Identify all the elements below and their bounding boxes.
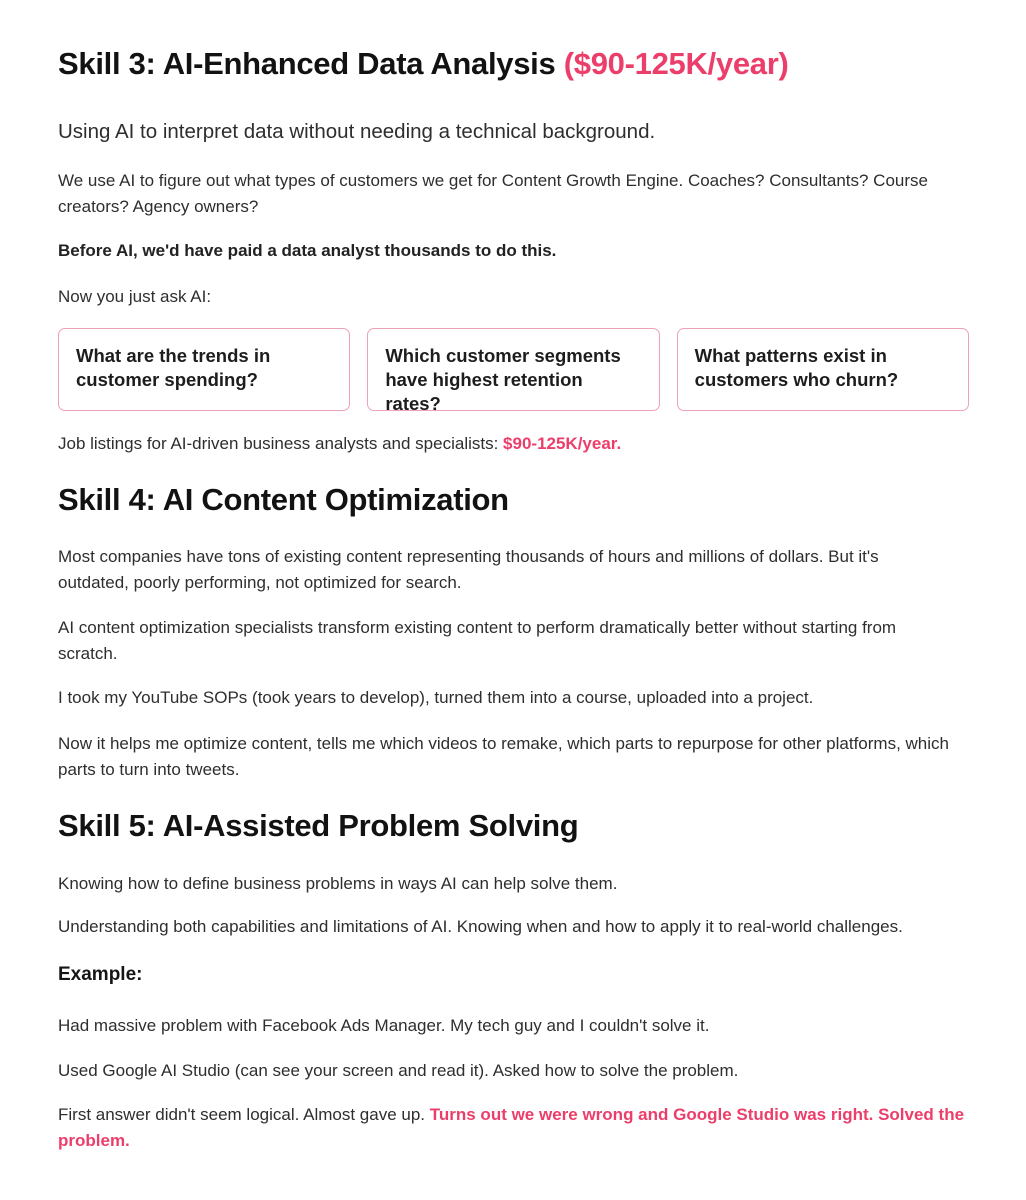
skill5-paragraph-4: Used Google AI Studio (can see your screen and read it). Asked how to solve the problem. (58, 1061, 739, 1080)
skill3-jobs-text: Job listings for AI-driven business analysts and specialists: (58, 434, 504, 453)
skill4-paragraph-1: Most companies have tons of existing content representing thousands of hours and millions of dollars. But it's outdated, poorly performing, not optimized for search. (58, 547, 879, 592)
skill3-paragraph-1: We use AI to figure out what types of customers we get for Content Growth Engine. Coaches? Consultants? Course creators? Agency owners? (58, 171, 928, 216)
skill3-salary: ($90-125K/year) (563, 46, 789, 81)
skill5-paragraph-5-plain: First answer didn't seem logical. Almost gave up. (58, 1105, 430, 1124)
skill5-paragraph-1: Knowing how to define business problems in ways AI can help solve them. (58, 874, 618, 893)
skill3-bold-note (58, 238, 556, 264)
prompt-card-churn: What patterns exist in customers who churn? (677, 328, 969, 411)
skill5-paragraph-3: Had massive problem with Facebook Ads Manager. My tech guy and I couldn't solve it. (58, 1016, 710, 1035)
skill3-heading (58, 44, 788, 84)
skill5-paragraph-5 (58, 1102, 968, 1154)
prompt-cards (58, 328, 969, 414)
skill3-bold-text: Before AI, we'd have paid a data analyst thousands to do this. (58, 241, 557, 260)
prompt-card-retention: Which customer segments have highest retention rates? (367, 328, 659, 411)
skill4-heading: Skill 4: AI Content Optimization (58, 482, 509, 517)
skill3-jobs-salary: $90-125K/year. (503, 434, 622, 453)
skill3-prompt-intro: Now you just ask AI: (58, 287, 212, 306)
skill5-paragraph-5-accent: Turns out we were wrong and Google Studio was right. Solved the problem. (58, 1105, 965, 1150)
skill5-paragraph-2: Understanding both capabilities and limitations of AI. Knowing when and how to apply it to real-world challenges. (58, 917, 903, 936)
skill3-jobs-line (58, 431, 621, 457)
skill4-paragraph-2: AI content optimization specialists transform existing content to perform dramatically better without starting from scratch. (58, 618, 897, 663)
skill3-lead: Using AI to interpret data without needing a technical background. (58, 120, 656, 143)
skill3-heading-text: Skill 3: AI-Enhanced Data Analysis (58, 46, 556, 81)
skill4-paragraph-4: Now it helps me optimize content, tells me which videos to remake, which parts to repurpose for other platforms, which parts to turn into tweets. (58, 734, 949, 779)
skill5-heading: Skill 5: AI-Assisted Problem Solving (58, 808, 579, 843)
skill4-paragraph-3: I took my YouTube SOPs (took years to develop), turned them into a course, uploaded into a project. (58, 688, 814, 707)
prompt-card-spending: What are the trends in customer spending? (58, 328, 350, 411)
example-label: Example: (58, 964, 143, 985)
